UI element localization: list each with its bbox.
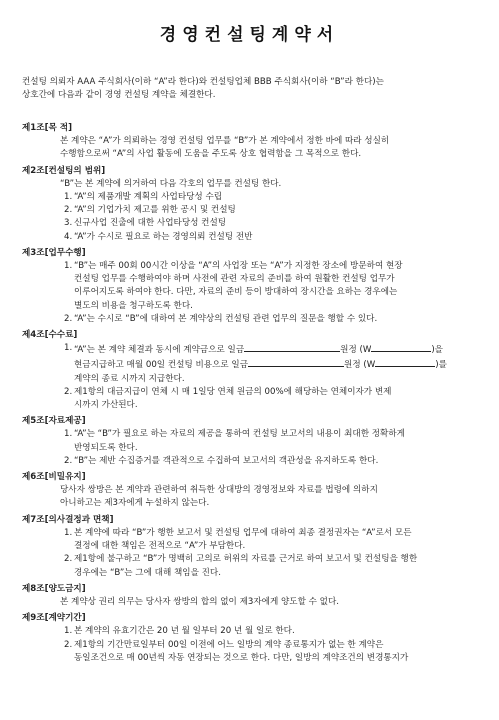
- item-continuation: 반영되도록 한다.: [74, 442, 138, 453]
- item-number: 3.: [64, 218, 73, 229]
- article-5-heading: 제5조[자료제공]: [22, 416, 86, 427]
- list-item: [22, 639, 484, 652]
- item-number: 1.: [64, 527, 73, 538]
- article-1-heading: 제1조[목 적]: [22, 123, 73, 133]
- item-number: 2.: [64, 386, 73, 397]
- list-item: [22, 386, 484, 399]
- item-text: 원정 (W: [344, 360, 376, 371]
- item-text: “A”가 수시로 필요로 하는 경영의뢰 컨설팅 전반: [74, 231, 253, 242]
- amount-blank-field[interactable]: [248, 357, 344, 367]
- text-line: 본 계약은 “A”가 의뢰하는 경영 컨설팅 업무를 “B”가 본 계약에서 정한 바에 따라 성실히: [60, 136, 390, 147]
- item-continuation: 계약의 종료 시까지 지급한다.: [74, 373, 185, 384]
- intro-line: 상호간에 다음과 같이 경영 컨설팅 계약을 체결한다.: [22, 90, 216, 100]
- list-item: [22, 625, 484, 638]
- item-continuation: [22, 357, 484, 372]
- amount-blank-field[interactable]: [375, 357, 435, 367]
- document-title: 경영컨설팅계약서: [159, 25, 340, 45]
- item-text: “A”는 수시로 “B”에 대하여 본 계약상의 컨설팅 관련 업무의 질문을 행할 수 있다.: [74, 313, 378, 324]
- item-continuation: 이루어지도록 하여야 한다. 다만, 자료의 준비 등이 방대하여 장시간을 요하는 경우에는: [74, 287, 398, 298]
- intro-line: 컨설팅 의뢰자 AAA 주식회사(이하 “A”라 한다)와 컨설팅업체 BBB 주식회사(이하 “B”라 한다)는: [22, 77, 384, 87]
- item-number: 2.: [64, 554, 73, 565]
- text-line: 당사자 쌍방은 본 계약과 관련하여 취득한 상대방의 경영정보와 자료를 법령에 의하지: [60, 485, 378, 496]
- item-text: 본 계약의 유효기간은 20 년 월 일부터 20 년 월 일로 한다.: [74, 626, 295, 637]
- article-2-heading: 제2조[컨설팅의 범위]: [22, 165, 106, 176]
- item-text: “A”의 기업가치 제고를 위한 공시 및 컨설팅: [74, 205, 236, 216]
- list-item: [22, 231, 484, 244]
- item-continuation: 별도의 비용을 청구하도록 한다.: [74, 300, 193, 311]
- item-text: “B”는 제반 수집증거를 객관적으로 수집하여 보고서의 객관성을 유지하도록 한다.: [74, 455, 379, 466]
- article-3-heading: 제3조[업무수행]: [22, 247, 86, 258]
- item-number: 1.: [64, 192, 73, 203]
- list-item: [22, 260, 484, 273]
- article-8-text: 본 계약상 권리 의무는 당사자 쌍방의 합의 없이 제3자에게 양도할 수 없다.: [60, 596, 339, 607]
- item-continuation: 컨설팅 업무를 수행하여야 하며 사전에 관련 자료의 준비를 하여 원활한 컨설팅 업무가: [74, 274, 395, 285]
- item-continuation: 경우에는 “B”는 그에 대해 책임을 진다.: [74, 567, 221, 578]
- article-6-text: [22, 484, 484, 510]
- list-item: [22, 527, 484, 540]
- item-text: “A”는 “B”가 필요로 하는 자료의 제공을 통하여 컨설팅 보고서의 내용이 최대한 정확하게: [74, 429, 405, 440]
- item-continuation: 동일조건으로 매 00년씩 자동 연장되는 것으로 한다. 다만, 일방의 계약조건의 변경통지가: [74, 652, 409, 663]
- intro-paragraph: [22, 76, 482, 102]
- item-number: 4.: [64, 231, 73, 242]
- item-number: 1.: [64, 626, 73, 637]
- article-9-heading: 제9조[계약기간]: [22, 613, 86, 624]
- article-6-heading: 제6조[비밀유지]: [22, 472, 86, 483]
- article-7-heading: 제7조[의사결정과 면책]: [22, 514, 114, 525]
- item-text: 현금지급하고 매월 00일 컨설팅 비용으로 일금: [74, 360, 249, 371]
- item-continuation: 결정에 대한 책임은 전적으로 “A”가 부담한다.: [74, 541, 246, 552]
- item-number: 2.: [64, 639, 73, 650]
- text-line: 수행함으로써 “A”의 사업 활동에 도움을 주도록 상호 협력함을 그 목적으로 한다.: [60, 149, 362, 160]
- contract-body: [22, 122, 484, 665]
- list-item: [22, 342, 484, 357]
- text-line: 아니하고는 제3자에게 누설하지 않는다.: [60, 498, 210, 509]
- amount-blank-field[interactable]: [244, 342, 340, 352]
- item-number: 1.: [64, 343, 73, 354]
- item-text: “A”의 제품개발 계획의 사업타당성 수립: [74, 192, 223, 203]
- item-text: 신규사업 진출에 대한 사업타당성 컨설팅: [74, 218, 227, 229]
- item-text: )을: [431, 345, 443, 356]
- item-text: “B”는 매주 00회 00시간 이상을 “A”의 사업장 또는 “A”가 지정한 장소에 방문하여 현장: [74, 261, 403, 272]
- item-text: 본 계약에 따라 “B”가 행한 보고서 및 컨설팅 업무에 대하여 최종 결정권자는 “A”로서 모든: [74, 527, 412, 538]
- amount-blank-field[interactable]: [371, 342, 431, 352]
- list-item: [22, 455, 484, 468]
- item-number: 2.: [64, 455, 73, 466]
- list-item: [22, 313, 484, 326]
- item-text: 제1항의 대금지급이 연체 시 매 1일당 연체 원금의 00%에 해당하는 연체이자가 변제: [74, 386, 392, 397]
- item-number: 1.: [64, 261, 73, 272]
- item-text: )를: [435, 360, 447, 371]
- item-text: 제1항에 불구하고 “B”가 명백히 고의로 허위의 자료를 근거로 하여 보고서 및 컨설팅을 행한: [74, 554, 418, 565]
- article-4-heading: 제4조[수수료]: [22, 330, 78, 341]
- list-item: [22, 191, 484, 204]
- list-item: [22, 428, 484, 441]
- list-item: [22, 217, 484, 230]
- article-2-lead: “B”는 본 계약에 의거하여 다음 각호의 업무를 컨설팅 한다.: [60, 178, 282, 189]
- item-continuation: 시까지 가산된다.: [74, 400, 138, 411]
- article-1-text: [22, 135, 484, 161]
- item-number: 2.: [64, 205, 73, 216]
- list-item: [22, 553, 484, 566]
- item-text: 원정 (W: [340, 345, 372, 356]
- list-item: [22, 204, 484, 217]
- item-text: 제1항의 기간만료일부터 00일 이전에 어느 일방의 계약 종료통지가 없는 한 계약은: [74, 639, 384, 650]
- article-8-heading: 제8조[양도금지]: [22, 583, 86, 594]
- item-text: “A”는 본 계약 체결과 동시에 계약금으로 일금: [74, 345, 245, 356]
- item-number: 1.: [64, 429, 73, 440]
- item-number: 2.: [64, 313, 73, 324]
